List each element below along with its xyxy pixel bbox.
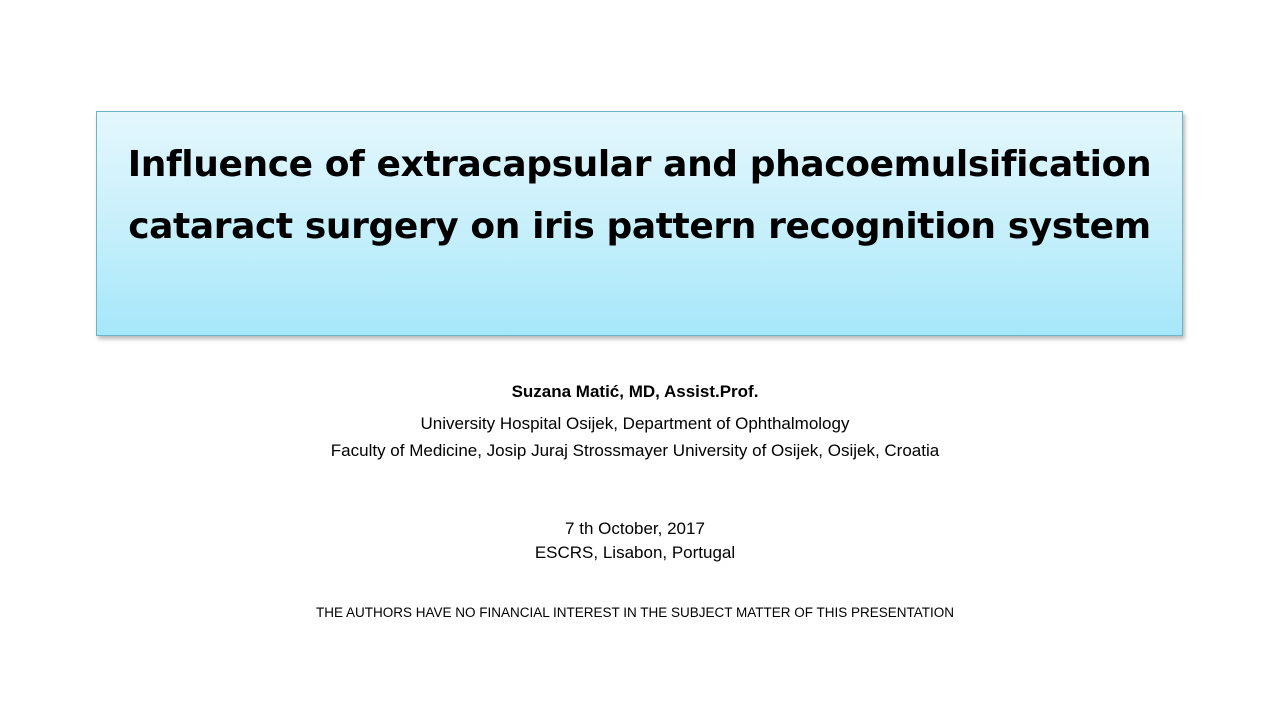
author-name: Suzana Matić, MD, Assist.Prof. — [511, 382, 759, 401]
title-box — [96, 111, 1183, 336]
affiliation-university: Faculty of Medicine, Josip Juraj Strossmayer University of Osijek, Osijek, Croatia — [330, 441, 940, 460]
affiliation-hospital: University Hospital Osijek, Department of Ophthalmology — [420, 414, 850, 433]
financial-disclaimer: THE AUTHORS HAVE NO FINANCIAL INTEREST IN THE SUBJECT MATTER OF THIS PRESENTATION — [315, 605, 955, 620]
event-location: ESCRS, Lisabon, Portugal — [534, 543, 736, 562]
slide-title-line-1: Influence of extracapsular and phacoemulsification — [127, 144, 1152, 185]
presentation-date: 7 th October, 2017 — [565, 519, 705, 538]
slide-title-line-2: cataract surgery on iris pattern recognition system — [128, 206, 1151, 247]
